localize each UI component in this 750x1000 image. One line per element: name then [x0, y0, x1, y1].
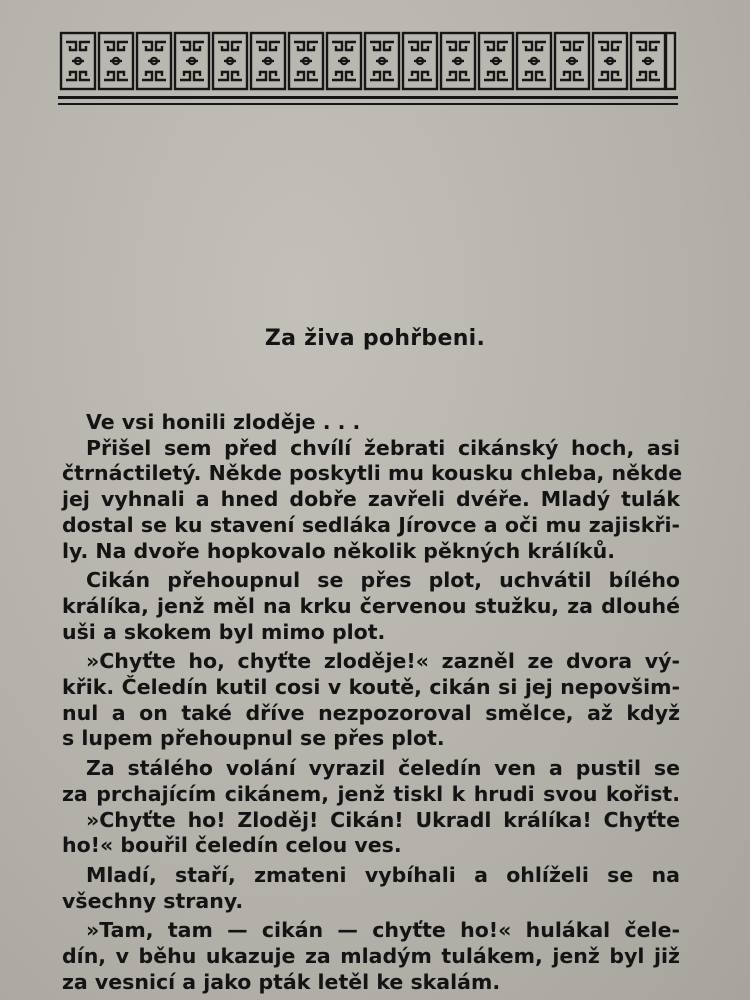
ornamental-header-band: [58, 30, 678, 92]
text-line: Přišel sem před chvílí žebrati cikánský hoch, asi: [86, 435, 680, 460]
text-line: za prchajícím cikánem, jenž tiskl k hrudi svou kořist.: [62, 781, 680, 806]
text-line: Ve vsi honili zloděje . . .: [86, 410, 361, 434]
text-line: Mladí, staří, zmateni vybíhali a ohlíželi se na: [86, 862, 680, 887]
text-line: dostal se ku stavení sedláka Jírovce a oči mu zajiskři-: [62, 512, 680, 537]
header-rule-thick: [58, 96, 678, 99]
text-line: Cikán přehoupnul se přes plot, uchvátil bílého: [86, 568, 680, 593]
text-line: všechny strany.: [62, 888, 244, 913]
text-line: »Tam, tam — cikán — chyťte ho!« hulákal čele-: [86, 918, 680, 943]
header-rule-thin: [58, 103, 678, 105]
text-line: nul a on také dříve nezpozoroval smělce, až když: [62, 700, 680, 725]
text-line: ly. Na dvoře hopkovalo několik pěkných králíků.: [62, 538, 615, 563]
text-line: »Chyťte ho, chyťte zloděje!« zazněl ze dvora vý-: [86, 649, 680, 674]
text-line: s lupem přehoupnul se přes plot.: [62, 726, 445, 751]
text-line: uši a skokem byl mimo plot.: [62, 619, 386, 644]
chapter-title: Za živa pohřbeni.: [264, 326, 486, 351]
text-line: Za stálého volání vyrazil čeledín ven a pustil se: [86, 756, 680, 781]
text-line: čtrnáctiletý. Někde poskytli mu kousku chleba, někde: [62, 461, 683, 486]
chapter-body: [62, 410, 683, 995]
text-line: dín, v běhu ukazuje za mladým tulákem, jenž byl již: [62, 944, 680, 969]
text-line: »Chyťte ho! Zloděj! Cikán! Ukradl králíka! Chyťte: [86, 807, 680, 832]
text-line: ho!« bouřil čeledín celou ves.: [62, 833, 402, 858]
text-line: jej vyhnali a hned dobře zavřeli dvéře. Mladý tulák: [62, 487, 680, 512]
text-line: králíka, jenž měl na krku červenou stužku, za dlouhé: [62, 593, 680, 618]
text-line: křik. Čeledín kutil cosi v koutě, cikán si jej nepovšim-: [62, 675, 680, 700]
text-line: za vesnicí a jako pták letěl ke skalám.: [62, 969, 501, 994]
